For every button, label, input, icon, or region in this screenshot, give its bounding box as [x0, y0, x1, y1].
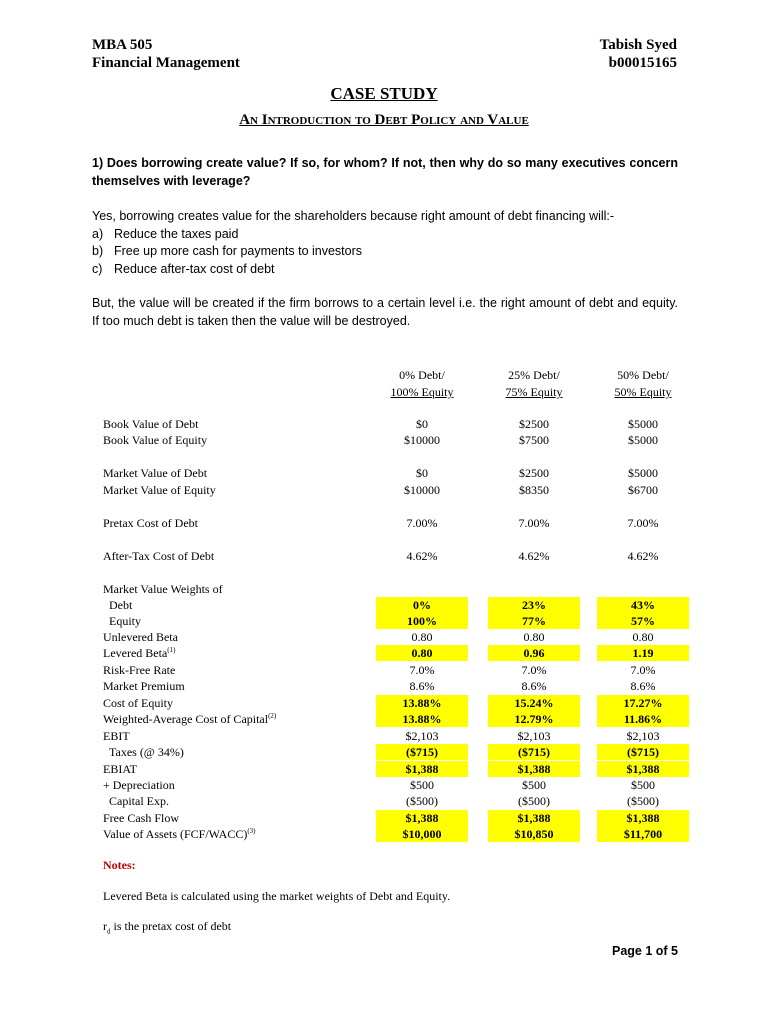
table-cell: 8.6%: [630, 679, 656, 693]
question-1: 1) Does borrowing create value? If so, for whom? If not, then why do so many executives concern themselves with leverage?: [92, 156, 678, 188]
table-cell: $5000: [628, 417, 658, 431]
table-cell: $6700: [628, 483, 658, 497]
page-subtitle: An Introduction to Debt Policy and Value: [239, 112, 529, 128]
row-label-capex: Capital Exp.: [109, 794, 169, 808]
table-cell: 13.88%: [376, 711, 468, 727]
table-cell: $500: [410, 778, 434, 792]
row-label-ebit: EBIT: [103, 729, 130, 743]
table-cell: $10000: [404, 483, 440, 497]
table-cell: $5000: [628, 433, 658, 447]
table-cell: 8.6%: [521, 679, 547, 693]
row-label-w-debt: Debt: [109, 598, 133, 612]
table-cell: $1,388: [376, 810, 468, 826]
table-cell: ($500): [627, 794, 659, 808]
table-cell: 0%: [376, 597, 468, 613]
page-title: CASE STUDY: [330, 84, 438, 103]
table-cell: $11,700: [597, 826, 689, 842]
course-code: MBA 505: [92, 37, 153, 53]
table-cell: $1,388: [597, 810, 689, 826]
table-cell: 7.0%: [521, 663, 547, 677]
row-label-mkt-equity: Market Value of Equity: [103, 483, 216, 497]
table-cell: $1,388: [488, 810, 580, 826]
author-name: Tabish Syed: [599, 37, 677, 53]
student-id: b00015165: [608, 55, 677, 71]
list-item: a) Reduce the taxes paid: [92, 227, 239, 241]
column-header: 25% Debt/ 75% Equity: [505, 368, 563, 399]
table-cell: ($500): [518, 794, 550, 808]
table-cell: 7.00%: [627, 516, 659, 530]
table-cell: $7500: [519, 433, 549, 447]
table-cell: $10000: [404, 433, 440, 447]
table-cell: $0: [416, 417, 428, 431]
row-label-dep: + Depreciation: [103, 778, 175, 792]
table-cell: $1,388: [597, 761, 689, 777]
table-cell: ($715): [488, 744, 580, 760]
table-cell: $2500: [519, 466, 549, 480]
table-cell: 57%: [597, 613, 689, 629]
row-label-aftertax-cost: After-Tax Cost of Debt: [103, 549, 215, 563]
table-cell: 4.62%: [518, 549, 550, 563]
table-cell: 7.00%: [406, 516, 438, 530]
table-cell: 1.19: [597, 645, 689, 661]
table-cell: $8350: [519, 483, 549, 497]
table-cell: 8.6%: [409, 679, 435, 693]
row-label-ebiat: EBIAT: [103, 762, 137, 776]
table-cell: 0.80: [523, 630, 545, 644]
list-item: c) Reduce after-tax cost of debt: [92, 262, 275, 276]
table-cell: 4.62%: [627, 549, 659, 563]
table-cell: $10,850: [488, 826, 580, 842]
table-cell: ($715): [376, 744, 468, 760]
page-number: Page 1 of 5: [612, 944, 678, 958]
note-pretax-cost: $r_d$ is the pretax cost of debt: [103, 919, 232, 936]
table-cell: $5000: [628, 466, 658, 480]
table-cell: $1,388: [376, 761, 468, 777]
table-cell: 0.80: [411, 630, 433, 644]
table-cell: 7.00%: [518, 516, 550, 530]
answer-intro: Yes, borrowing creates value for the shareholders because right amount of debt financing will:-: [92, 209, 615, 223]
row-label-mp: Market Premium: [103, 679, 185, 693]
table-cell: 100%: [376, 613, 468, 629]
row-label-book-equity: Book Value of Equity: [103, 433, 208, 447]
row-label-w-equity: Equity: [109, 614, 141, 628]
note-levered-beta: Levered Beta is calculated using the market weights of Debt and Equity.: [103, 889, 451, 903]
row-label-lev-beta: Levered Beta$^{(1)}$: [103, 646, 176, 660]
table-cell: 43%: [597, 597, 689, 613]
table-cell: 15.24%: [488, 695, 580, 711]
row-label-rf: Risk-Free Rate: [103, 663, 176, 677]
table-cell: $10,000: [376, 826, 468, 842]
table-cell: 77%: [488, 613, 580, 629]
table-cell: $500: [522, 778, 546, 792]
table-cell: 23%: [488, 597, 580, 613]
table-cell: ($715): [597, 744, 689, 760]
table-cell: $500: [631, 778, 655, 792]
table-cell: $1,388: [488, 761, 580, 777]
table-cell: 13.88%: [376, 695, 468, 711]
row-label-pretax-cost: Pretax Cost of Debt: [103, 516, 198, 530]
table-cell: ($500): [406, 794, 438, 808]
table-cell: $2500: [519, 417, 549, 431]
course-name: Financial Management: [92, 55, 240, 71]
table-cell: 12.79%: [488, 711, 580, 727]
row-label-mkt-debt: Market Value of Debt: [103, 466, 208, 480]
table-cell: 0.80: [376, 645, 468, 661]
table-cell: 11.86%: [597, 711, 689, 727]
table-cell: 0.80: [632, 630, 654, 644]
row-label-book-debt: Book Value of Debt: [103, 417, 199, 431]
answer-conclusion: But, the value will be created if the firm borrows to a certain level i.e. the right amount of debt and equity. If too much debt is taken then the value will be destroyed.: [92, 296, 678, 328]
table-cell: 17.27%: [597, 695, 689, 711]
row-label-unlev-beta: Unlevered Beta: [103, 630, 178, 644]
row-label-wacc: Weighted-Average Cost of Capital$^{(2)}$: [103, 712, 277, 726]
column-header: 50% Debt/ 50% Equity: [614, 368, 672, 399]
table-cell: $0: [416, 466, 428, 480]
table-cell: 7.0%: [630, 663, 656, 677]
row-label-mvw: Market Value Weights of: [103, 582, 223, 596]
table-cell: $2,103: [517, 729, 551, 743]
table-cell: $2,103: [405, 729, 439, 743]
row-label-fcf: Free Cash Flow: [103, 811, 179, 825]
table-cell: 7.0%: [409, 663, 435, 677]
column-header: 0% Debt/ 100% Equity: [390, 368, 454, 399]
row-label-taxes: Taxes (@ 34%): [109, 745, 184, 759]
list-item: b) Free up more cash for payments to investors: [92, 244, 363, 258]
row-label-va: Value of Assets (FCF/WACC)$^{(3)}$: [103, 827, 256, 841]
table-cell: 4.62%: [406, 549, 438, 563]
table-cell: $2,103: [626, 729, 660, 743]
table-cell: 0.96: [488, 645, 580, 661]
row-label-coe: Cost of Equity: [103, 696, 174, 710]
notes-heading: Notes:: [103, 858, 136, 872]
